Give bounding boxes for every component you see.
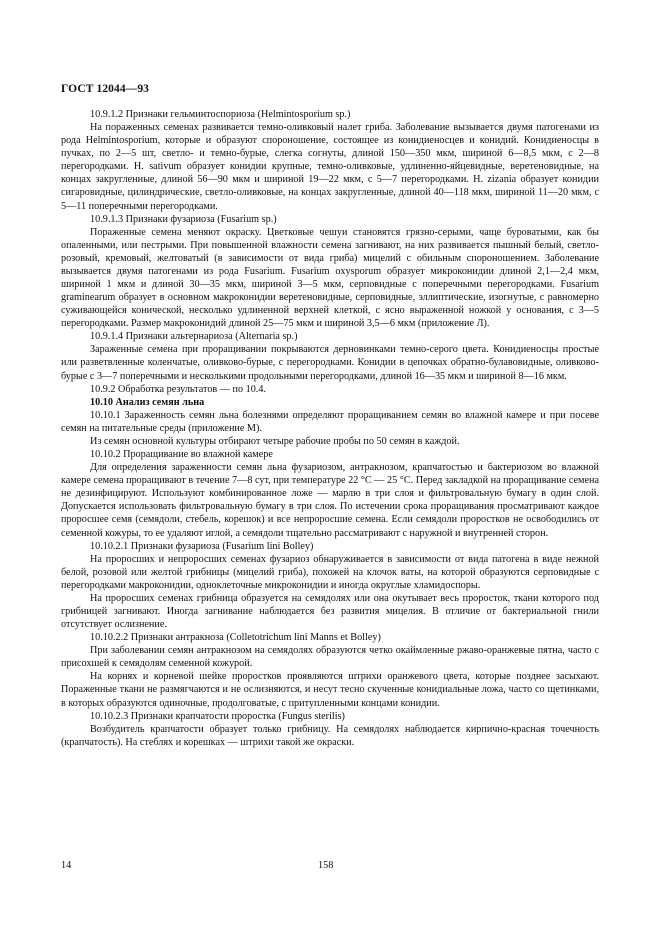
paragraph: Зараженные семена при проращивании покрываются дерновинками темно-серого цвета. Конидиеносцы простые или разветвленные коленчатые, оливково-бурые, с перегородками. Конидии в цепочках обратно-булавовидные, оливково-бурые с 3—7 поперечными и несколькими продольными перегородками, длиной 16—35 мкм и шириной 8—16 мкм. — [61, 344, 599, 382]
paragraph: На корнях и корневой шейке проростков проявляются штрихи оранжевого цвета, которые позднее засыхают. Пораженные ткани не размягчаются и не ослизняются, и несут тесно скученные конидиальные ложа, часто со щетинками, в которых образуются одиночные, продолговатые, с притупленными концами конидии. — [61, 671, 599, 709]
paragraph: На пораженных семенах развивается темно-оливковый налет гриба. Заболевание вызывается двумя патогенами из рода Helmintosporium, которые и образуют спороношение, состоящее из конидиеносцев и конидий. Конидиеносцы в пучках, по 2—5 шт, светло- и темно-бурые, слегка согнуты, длиной 150—350 мкм, шириной 6—8,5 мкм, с 2—8 перегородками. H. sativum образует конидии крупные, темно-оливковые, удлиненно-яйцевидные, веретеновидные, на концах закругленные, длиной 56—90 мкм и шириной 19—22 мкм, с 5—7 перегородками. H. zizania образует конидии сигаровидные, цилиндрические, светло-оливковые, на концах закругленные, длиной 40—118 мкм, шириной 11—20 мкм, с 5—11 поперечными перегородками. — [61, 122, 599, 212]
paragraph: Из семян основной культуры отбирают четыре рабочие пробы по 50 семян в каждой. — [90, 435, 460, 447]
paragraph: 10.10.2.3 Признаки крапчатости проростка (Fungus sterilis) — [90, 710, 345, 722]
paragraph: На проросших семенах грибница образуется на семядолях или она окутывает весь проросток, ткани которого под грибницей загнивают. Иногда загнивание наблюдается без развития мицелия. В отличие от бактериальной гнили отсутствует ослизнение. — [61, 592, 599, 631]
sheet-number: 158 — [318, 860, 334, 871]
paragraph: 10.9.1.2 Признаки гельминтоспориоза (Helmintosporium sp.) — [90, 109, 351, 120]
paragraph: Возбудитель крапчатости образует только грибницу. На семядолях наблюдается кирпично-красная точечность (крапчатость). На стеблях и корешках — штрихи такой же окраски. — [61, 723, 599, 748]
paragraph: 10.9.1.3 Признаки фузариоза (Fusarium sp.) — [90, 213, 277, 225]
paragraph: 10.10.2.1 Признаки фузариоза (Fusarium lini Bolley) — [90, 540, 314, 552]
paragraph: 10.10.1 Зараженность семян льна болезнями определяют проращиванием семян во влажной камере и при посеве семян на питательные среды (приложение М). — [61, 409, 599, 434]
paragraph: 10.10.2 Проращивание во влажной камере — [90, 449, 273, 461]
section-heading: 10.10 Анализ семян льна — [90, 396, 205, 408]
paragraph: Для определения зараженности семян льна фузариозом, антракнозом, крапчатостью и бактериозом во влажной камере семена проращивают в течение 7—8 сут, при температуре 22 °С — 25 °С. Перед закладкой на проращивание семена не дезинфицируют. Используют комбинированное ложе — марлю в три слоя и фильтровальную бумагу в один слой. Допускается использовать фильтровальную бумагу в три слоя. По истечении срока проращивания просматривают каждое проросшее семя (семядоли, стебель, корешок) и все непроросшие семена. Если семядоли проростков не освободились от семенной кожуры, то ее удаляют иглой, а семядоли тщательно рассматривают с наружной и внутренней сторон. — [61, 462, 599, 539]
paragraph: 10.10.2.2 Признаки антракноза (Colletotrichum lini Manns et Bolley) — [90, 632, 381, 644]
paragraph: 10.9.1.4 Признаки альтернариоза (Alternaria sp.) — [90, 331, 298, 343]
document-header: ГОСТ 12044—93 — [61, 83, 150, 95]
paragraph: При заболевании семян антракнозом на семядолях образуются четко окаймленные ржаво-оранжевые пятна, часто с присохшей к семядолям семенной кожурой. — [61, 645, 599, 670]
paragraph: На проросших и непроросших семенах фузариоз обнаруживается в зависимости от вида патогена в виде нежной белой, розовой или желтой грибницы (мицелий гриба), похожей на клочок ваты, на которой образуются серповидные с перегородками макроконидии, одноклеточные микроконидии и иногда округлые хламидоспоры. — [61, 553, 599, 591]
page-number: 14 — [61, 860, 72, 871]
paragraph: 10.9.2 Обработка результатов — по 10.4. — [90, 383, 266, 395]
document-body — [61, 108, 599, 749]
paragraph: Пораженные семена меняют окраску. Цветковые чешуи становятся грязно-серыми, чаще буроватыми, как бы опаленными, или пестрыми. При повышенной влажности семена загнивают, на них развивается пышный белый, светло-розовый, кремовый, желтоватый (в зависимости от вида гриба) мицелий с обильным спороношением. Заболевание вызывается двумя патогенами из рода Fusarium. Fusarium oxysporum образует микроконидии длиной 2,1—2,4 мкм, шириной 1 мкм и длиной 30—35 мкм, шириной 3—5 мкм, серповидные с поперечными перегородками. Fusarium graminearum образует в основном макроконидии веретеновидные, серповидные, эллиптические, изогнутые, с равномерно суживающейся конической, несколько удлиненной верхней клеткой, с ясно выраженной ножкой у основания, с 3—5 перегородками. Размер макроконидий длиной 25—75 мкм и шириной 3,5—6 мкм (приложение Л). — [61, 226, 599, 330]
